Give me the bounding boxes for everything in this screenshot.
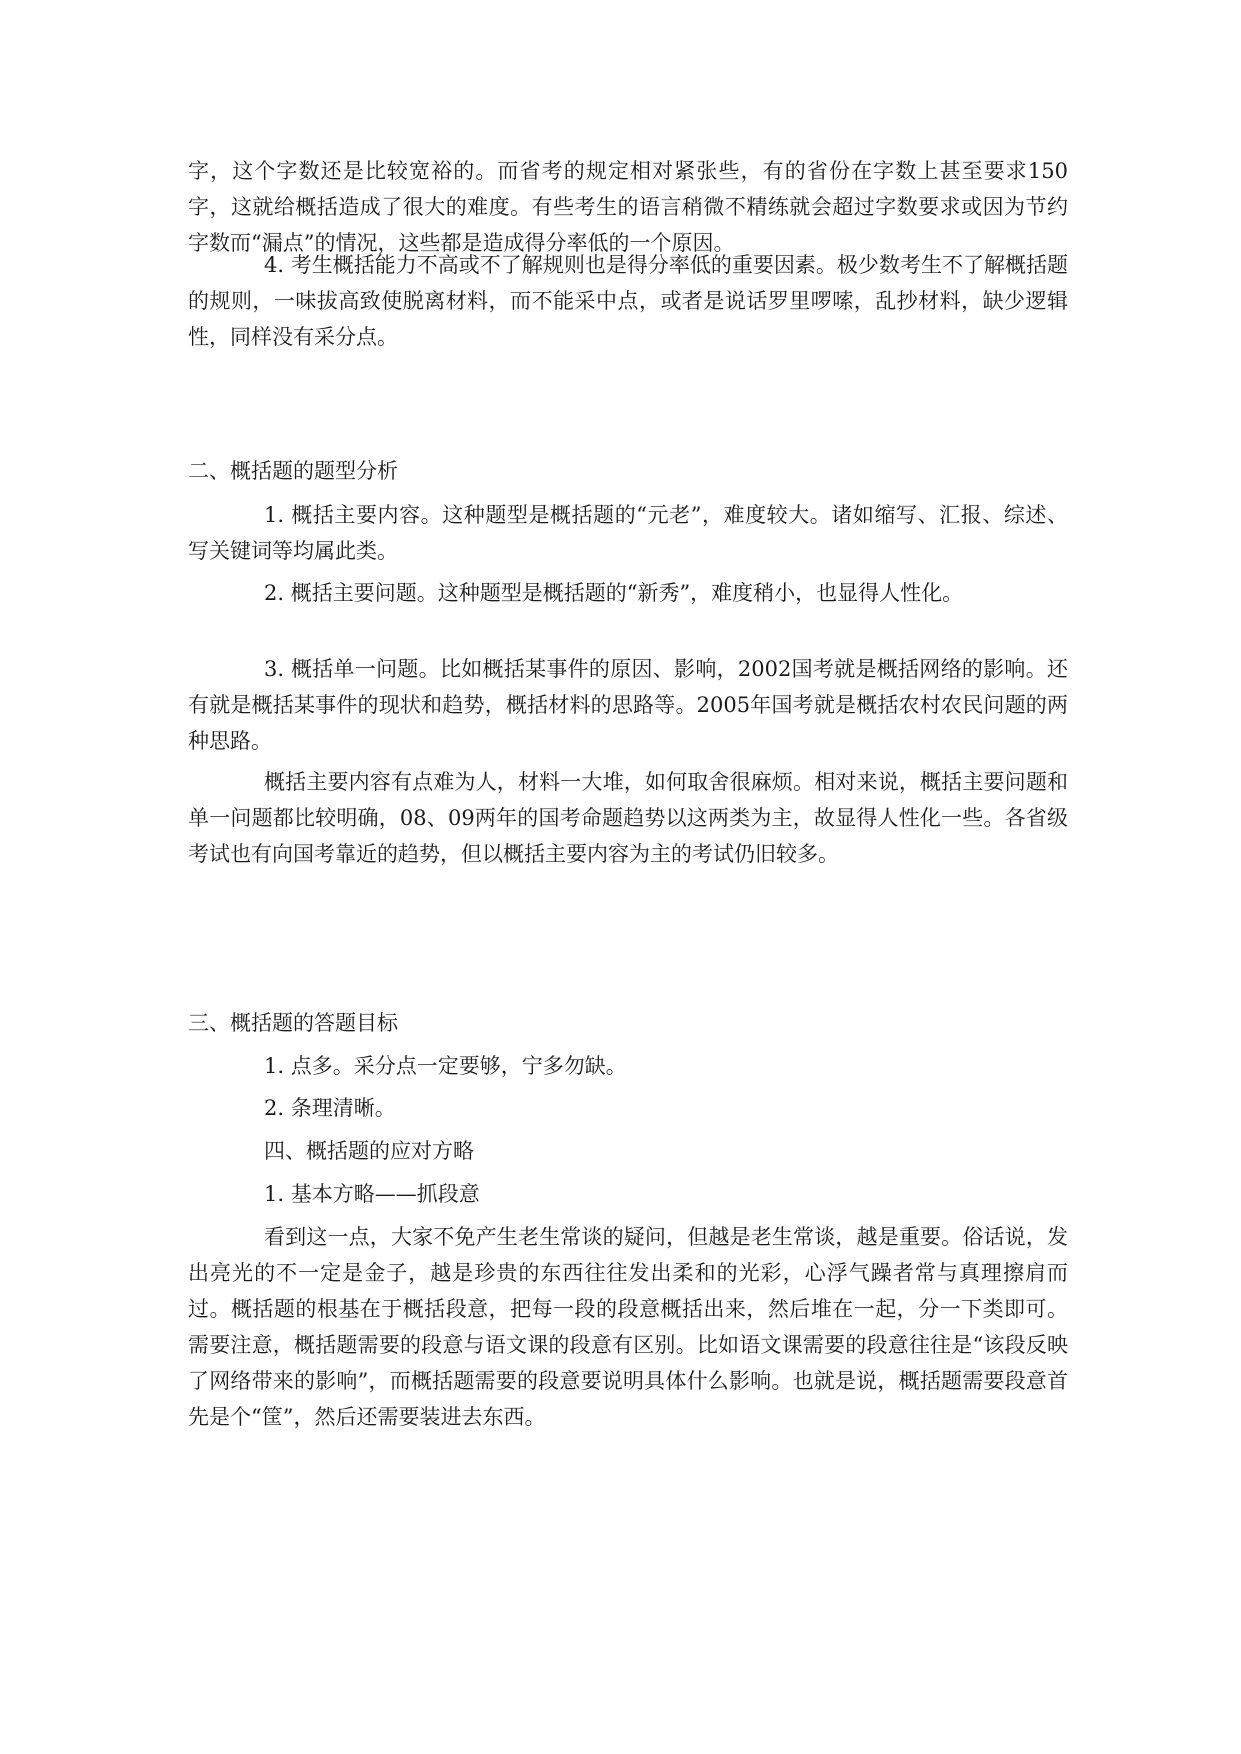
section-heading-4: 四、概括题的应对方略 xyxy=(264,1139,474,1163)
paragraph-type-1: 1. 概括主要内容。这种题型是概括题的“元老”，难度较大。诸如缩写、汇报、综述、写关键词等均属此类。 xyxy=(188,503,1068,563)
paragraph-type-3: 3. 概括单一问题。比如概括某事件的原因、影响，2002国考就是概括网络的影响。还有就是概括某事件的现状和趋势，概括材料的思路等。2005年国考就是概括农村农民问题的两种思路。 xyxy=(188,657,1068,753)
section-heading-2: 二、概括题的题型分析 xyxy=(188,459,398,483)
section-heading-3: 三、概括题的答题目标 xyxy=(188,1011,398,1035)
paragraph-goal-2: 2. 条理清晰。 xyxy=(264,1096,396,1120)
paragraph-type-2: 2. 概括主要问题。这种题型是概括题的“新秀”，难度稍小，也显得人性化。 xyxy=(264,581,964,605)
paragraph-strategy-detail: 看到这一点，大家不免产生老生常谈的疑问，但越是老生常谈，越是重要。俗话说，发出亮光的不一定是金子，越是珍贵的东西往往发出柔和的光彩，心浮气躁者常与真理擦肩而过。概括题的根基在于概括段意，把每一段的段意概括出来，然后堆在一起，分一下类即可。需要注意，概括题需要的段意与语文课的段意有区别。比如语文课需要的段意往往是“该段反映了网络带来的影响”，而概括题需要的段意要说明具体什么影响。也就是说，概括题需要段意首先是个“筐”，然后还需要装进去东西。 xyxy=(188,1225,1068,1429)
paragraph-goal-1: 1. 点多。采分点一定要够，宁多勿缺。 xyxy=(264,1054,627,1078)
paragraph-strategy-1: 1. 基本方略——抓段意 xyxy=(264,1182,480,1206)
paragraph-point-4: 4. 考生概括能力不高或不了解规则也是得分率低的重要因素。极少数考生不了解概括题的规则，一味拔高致使脱离材料，而不能采中点，或者是说话罗里啰嗦，乱抄材料，缺少逻辑性，同样没有采分点。 xyxy=(188,253,1068,349)
paragraph-word-count: 字，这个字数还是比较宽裕的。而省考的规定相对紧张些，有的省份在字数上甚至要求150字，这就给概括造成了很大的难度。有些考生的语言稍微不精练就会超过字数要求或因为节约字数而“漏点”的情况，这些都是造成得分率低的一个原因。 xyxy=(188,159,1068,255)
paragraph-type-summary: 概括主要内容有点难为人，材料一大堆，如何取舍很麻烦。相对来说，概括主要问题和单一问题都比较明确，08、09两年的国考命题趋势以这两类为主，故显得人性化一些。各省级考试也有向国考靠近的趋势，但以概括主要内容为主的考试仍旧较多。 xyxy=(188,770,1068,866)
